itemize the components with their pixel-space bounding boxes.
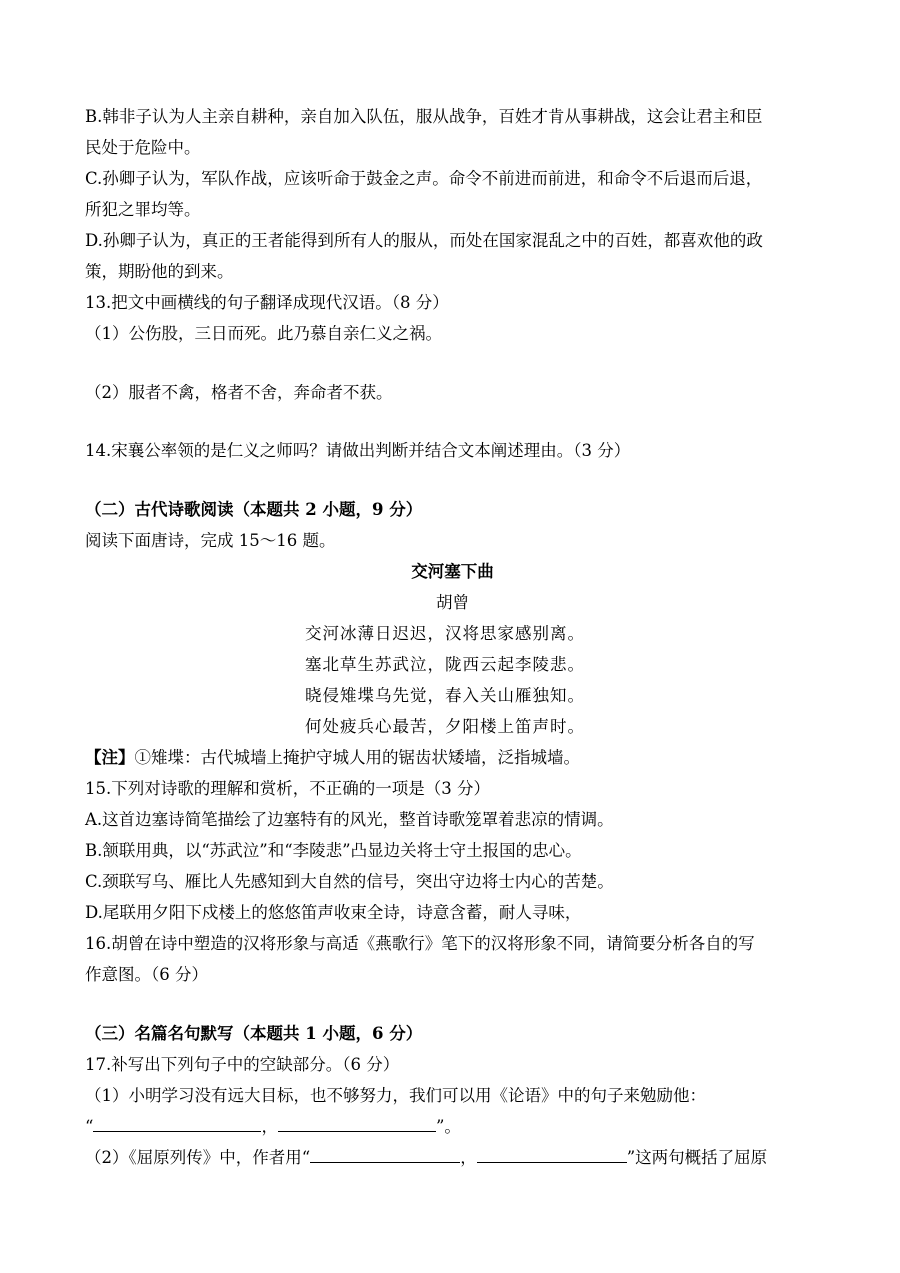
comma: ，	[261, 1117, 278, 1136]
section3-heading: （三）名篇名句默写（本题共 1 小题，6 分）	[85, 1024, 423, 1043]
poem-note	[85, 743, 580, 773]
sentence-2-suffix: ”这两句概括了屈原	[626, 1148, 768, 1167]
q12-option-b-line1: B.韩非子认为人主亲自耕种，亲自加入队伍，服从战争，百姓才肯从事耕战，这会让君主和臣	[85, 107, 763, 126]
poem-title: 交河塞下曲	[411, 562, 494, 581]
q16-stem-line1: 16.胡曾在诗中塑造的汉将形象与高适《燕歌行》笔下的汉将形象不同，请简要分析各自的写	[85, 934, 755, 953]
q13-stem: 13.把文中画横线的句子翻译成现代汉语。（8 分）	[85, 293, 449, 312]
q17-stem: 17.补写出下列句子中的空缺部分。（6 分）	[85, 1055, 400, 1074]
q17-sentence-1-line2	[85, 1112, 461, 1142]
fill-blank[interactable]	[310, 1144, 460, 1163]
poem-note-label: 【注】	[85, 748, 135, 767]
q13-sentence-2: （2）服者不禽，格者不舍，奔命者不获。	[85, 383, 393, 402]
q12-option-c-line1: C.孙卿子认为，军队作战，应该听命于鼓金之声。命令不前进而前进，和命令不后退而后退，	[85, 169, 763, 188]
quote-open: “	[85, 1117, 94, 1136]
q12-option-d-line2: 策，期盼他的到来。	[85, 262, 234, 281]
poem-line: 何处疲兵心最苦，夕阳楼上笛声时。	[305, 717, 585, 736]
q12-option-d-line1: D.孙卿子认为，真正的王者能得到所有人的服从，而处在国家混乱之中的百姓，都喜欢他的政	[85, 231, 763, 250]
comma: ，	[460, 1148, 477, 1167]
q15-option-d: D.尾联用夕阳下戍楼上的悠悠笛声收束全诗，诗意含蓄，耐人寻味，	[85, 903, 582, 922]
poem-line: 晓侵雉堞乌先觉，春入关山雁独知。	[305, 686, 585, 705]
q16-stem-line2: 作意图。（6 分）	[85, 965, 208, 984]
q17-sentence-1-line1: （1）小明学习没有远大目标，也不够努力，我们可以用《论语》中的句子来勉励他：	[85, 1086, 706, 1105]
q15-option-b: B.颔联用典，以“苏武泣”和“李陵悲”凸显边关将士守土报国的忠心。	[85, 841, 582, 860]
section2-intro: 阅读下面唐诗，完成 15～16 题。	[85, 531, 336, 550]
fill-blank[interactable]	[278, 1113, 436, 1132]
q14-stem: 14.宋襄公率领的是仁义之师吗？请做出判断并结合文本阐述理由。（3 分）	[85, 441, 631, 460]
q15-option-c: C.颈联写乌、雁比人先感知到大自然的信号，突出守边将士内心的苦楚。	[85, 872, 614, 891]
q12-option-c-line2: 所犯之罪均等。	[85, 200, 201, 219]
poem-author: 胡曾	[436, 593, 469, 612]
fill-blank[interactable]	[477, 1144, 627, 1163]
q15-option-a: A.这首边塞诗简笔描绘了边塞特有的风光，整首诗歌笼罩着悲凉的情调。	[85, 810, 614, 829]
fill-blank[interactable]	[93, 1113, 261, 1132]
poem-line: 交河冰薄日迟迟，汉将思家感别离。	[305, 624, 585, 643]
q15-stem: 15.下列对诗歌的理解和赏析，不正确的一项是（3 分）	[85, 779, 490, 798]
sentence-2-prefix: （2）《屈原列传》中，作者用“	[85, 1148, 311, 1167]
poem-line: 塞北草生苏武泣，陇西云起李陵悲。	[305, 655, 585, 674]
q17-sentence-2	[85, 1143, 767, 1173]
q12-option-b-line2: 民处于危险中。	[85, 138, 201, 157]
q13-sentence-1: （1）公伤股，三日而死。此乃慕自亲仁义之祸。	[85, 324, 442, 343]
poem-note-text: ①雉堞：古代城墙上掩护守城人用的锯齿状矮墙，泛指城墙。	[134, 748, 580, 767]
quote-close: ”。	[435, 1117, 461, 1136]
section2-heading: （二）古代诗歌阅读（本题共 2 小题，9 分）	[85, 500, 423, 519]
